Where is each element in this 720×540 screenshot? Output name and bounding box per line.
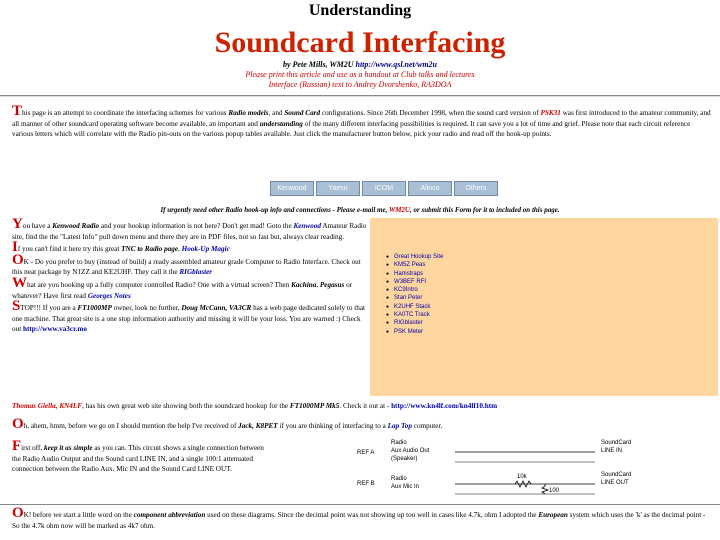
rigblaster-link[interactable]: RIGblaster <box>179 268 213 277</box>
translation-note[interactable]: Interface (Russian) text to Andrey Dvorshenko, RA3DOA <box>268 80 452 89</box>
yaesu-button[interactable]: Yaesu <box>316 181 360 196</box>
sc-b-label-2: LINE OUT <box>601 480 629 486</box>
ft1000mp-paragraph: STOP!!! If you are a FT1000MP owner, look no further, Doug McCann, VA3CR has a web page dedicated solely to that one machine. That great site is a one stop information authority and missing it will be your loss. You are warned :) Check out http://www.va3cr.mo <box>12 298 366 334</box>
sc-a-label-1: SoundCard <box>601 440 632 446</box>
divider <box>0 95 720 97</box>
kenwood-button[interactable]: Kenwood <box>270 181 314 196</box>
sidebar-link[interactable]: ● RIGblaster <box>386 319 443 327</box>
kn4lf-link[interactable]: http://www.kn4lf.com/kn4lf10.htm <box>391 402 498 410</box>
intro-paragraph: This page is an attempt to coordinate the interfacing schemes for various Radio models, and Sound Card configurations. Since 26th December 1998, when the sound card version of PSK31 was first introduced to the amateur community, and all manner of other soundcard operating software become available, an important and understanding of the many different interfacing possibilities is required. It can save you a lot of time and grief. Please note that each circuit reference various letters which will correlate with the Radio pin-outs on the various popup tables available. Just click the manufacturer button below, pick your radio and read off the hook-up points. <box>12 103 711 138</box>
r1-label: 10k <box>517 474 527 480</box>
radio-models-term: Radio models <box>228 109 269 117</box>
sidebar-link[interactable]: ● KA0TC Track <box>386 311 443 319</box>
abbreviation-paragraph: OK! before we start a little word on the component abbreviation used on these diagrams. Since the decimal point was not showing up too well in cases like 4.7k, ohm I adopted the European system which uses the 'k' as the decimal point - So the 4.7k ohm now will be marked as 4k7 ohm. <box>12 505 706 530</box>
byline-author: by Pete Mills, WM2U <box>282 60 354 69</box>
ref-a-label: REF A <box>357 450 375 456</box>
laptop-paragraph: Oh, ahem, hmm, before we go on I should mention the help I've received of Jack, K8PET if you are thinking of interfacing to a Lap Top computer. <box>12 416 443 432</box>
sidebar-link[interactable]: ● Stan Peter <box>386 294 443 302</box>
tnc-radio-link[interactable]: TNC to Radio page <box>121 245 179 254</box>
handout-note[interactable]: Please print this article and use as a handout at Club talks and lectures <box>245 70 475 79</box>
radio-b-label-1: Radio <box>391 476 407 482</box>
sidebar-link[interactable]: ● KC9Intro <box>386 286 443 294</box>
georges-notes-link[interactable]: Georges Notes <box>87 291 131 300</box>
left-column <box>12 216 370 335</box>
ref-b-label: REF B <box>357 481 375 487</box>
sc-b-label-1: SoundCard <box>601 472 632 478</box>
computer-radio-paragraph: What are you hooking up a fully computer controlled Radio? One with a virtual screen? Then Kachina, Pegasus or whatever? Have first read Georges Notes <box>12 274 353 300</box>
sidebar-link[interactable]: ● W3BEF RFI <box>386 278 443 286</box>
radio-a-label-1: Radio <box>391 440 407 446</box>
page-title: Soundcard Interfacing <box>214 26 506 59</box>
icom-button[interactable]: ICOM <box>362 181 406 196</box>
sidebar-link[interactable]: ● Great Hookup Site <box>386 253 443 261</box>
callsign-email-link[interactable]: WM2U <box>388 206 410 214</box>
manufacturer-button-bar <box>270 181 498 195</box>
kenwood-paragraph: You have a Kenwood Radio and your hookup information is not here? Don't get mad! Goto the Kenwood Amateur Radio site, find the the "Latest Info" pull down menu and there they are in PDF files, not so fast but, always clear reading. <box>12 216 367 241</box>
sidebar-link[interactable]: ● KM5Z Peas <box>386 261 443 269</box>
request-notice: If urgently need other Radio hook-up info and connections - Please e-mail me, WM2U, or submit this Form for it to included on this page. <box>160 206 560 214</box>
va3cr-link[interactable]: http://www.va3cr.mo <box>22 325 88 334</box>
sidebar-link[interactable]: ● Hamstraps <box>386 270 443 278</box>
author-site-link[interactable]: http://www.qsl.net/wm2u <box>355 60 438 69</box>
alinco-button[interactable]: Alinco <box>408 181 452 196</box>
divider <box>0 504 720 505</box>
radio-b-label-2: Aux Mic In <box>391 484 420 490</box>
hookup-diagram <box>355 432 715 500</box>
radio-a-label-3: (Speaker) <box>391 456 418 462</box>
kn4lf-paragraph: Thomas Giella, KN4LF, has his own great web site showing both the soundcard hookup for the FT1000MP Mk5. Check it out at - http://www.kn4lf.com/kn4lf10.htm <box>12 402 498 410</box>
kn4lf-name: Thomas Giella, KN4LF <box>12 402 83 410</box>
laptop-link[interactable]: Lap Top <box>387 422 412 430</box>
sc-a-label-2: LINE IN <box>601 448 623 454</box>
first-off-paragraph: First off, keep it as simple as you can. This circuit shows a single connection between the Radio Audio Output and the Sound card LINE IN, and a single 100:1 attenuated connection between the Radio Aux. Mic IN and the Sound Card LINE OUT. <box>12 438 264 474</box>
tnc-paragraph: If you can't find it here try this great TNC to Radio page, Hook-Up Magic <box>12 239 230 256</box>
rigblaster-paragraph: OK - Do you prefer to buy (instead of build) a ready assembled amateur grade Computer to Radio Interface. Check out this neat package by N1ZZ and KE2UHF. They call it the RIGblaster <box>12 251 361 277</box>
links-sidebar <box>370 218 718 396</box>
drop-cap: T <box>12 103 23 119</box>
radio-a-label-2: Aux Audio Out <box>391 448 430 454</box>
psk31-term: PSK31 <box>540 109 561 117</box>
sidebar-link-list <box>386 253 443 336</box>
r2-label: 100 <box>549 488 560 494</box>
byline <box>0 60 720 70</box>
sidebar-link[interactable]: ● K2UHF Stack <box>386 303 443 311</box>
kenwood-link[interactable]: Kenwood <box>293 222 322 230</box>
hookup-magic-link[interactable]: Hook-Up Magic <box>181 245 230 254</box>
others-button[interactable]: Others <box>454 181 498 196</box>
page-supertitle: Understanding <box>308 2 412 19</box>
sidebar-link[interactable]: ● PSK Meter <box>386 328 443 336</box>
